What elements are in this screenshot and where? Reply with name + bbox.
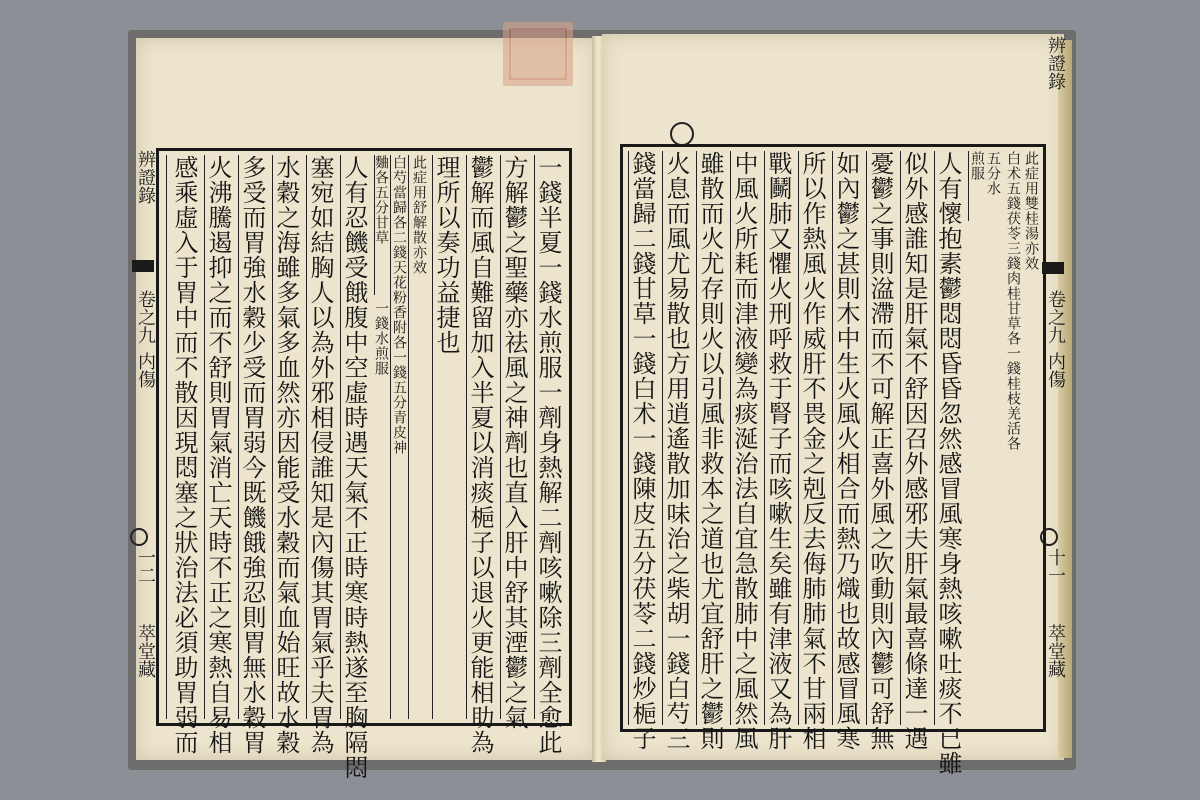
left-page-number: 一二 bbox=[135, 548, 156, 584]
circle-mark bbox=[670, 122, 694, 146]
library-seal-stamp bbox=[503, 22, 573, 86]
circle-mark-left bbox=[130, 528, 148, 546]
right-col-13: 火息而風尤易散也方用逍遙散加味治之柴胡一錢白芍三 bbox=[662, 151, 693, 725]
left-col-5: 此症用舒解散亦效 bbox=[408, 155, 427, 719]
right-col-9: 所以作熱風火作威肝不畏金之剋反去侮肺肺氣不甘兩相 bbox=[798, 151, 829, 725]
left-col-10: 塞宛如結胸人以為外邪相侵誰知是內傷其胃氣乎夫胃為 bbox=[306, 155, 337, 719]
right-col-14: 錢當歸二錢甘草一錢白术一錢陳皮五分茯苓二錢炒梔子 bbox=[628, 151, 659, 725]
right-margin-title: 辨證錄 bbox=[1045, 36, 1066, 90]
left-col-6: 白芍當歸各二錢天花粉香附各一錢五分青皮神 bbox=[390, 155, 407, 719]
right-text-frame bbox=[620, 144, 1046, 776]
left-margin-volume: 卷之九 bbox=[135, 290, 156, 344]
left-col-9: 人有忍饑受餓腹中空虛時遇天氣不正時寒時熱遂至胸隔悶 bbox=[340, 155, 371, 719]
right-col-11: 中風火所耗而津液變為痰涎治法自宜急散肺中之風然風 bbox=[730, 151, 761, 725]
right-col-8: 如內鬱之甚則木中生火風火相合而熱乃熾也故感冒風寒 bbox=[832, 151, 863, 725]
right-col-2: 白术五錢茯苓三錢肉桂甘草各一錢桂枝羌活各 bbox=[1005, 151, 1021, 451]
left-margin-title: 辨證錄 bbox=[135, 150, 156, 204]
right-col-5: 人有懷抱素鬱悶悶昏昏忽然感冒風寒身熱咳嗽吐痰不已雖 bbox=[934, 151, 965, 725]
left-col-8: 一錢水煎服 bbox=[373, 301, 389, 376]
right-page-number: 十一 bbox=[1045, 548, 1066, 584]
right-margin-publisher: 萃堂藏 bbox=[1045, 624, 1066, 678]
left-col-7: 麯各五分甘草 bbox=[374, 155, 389, 295]
right-col-1: 此症用雙桂湯亦效 bbox=[1023, 151, 1039, 271]
right-col-7: 憂鬱之事則湓滯而不可解正喜外風之吹動則內鬱可舒無 bbox=[866, 151, 897, 725]
left-col-2: 方解鬱之聖藥亦祛風之神劑也直入肝中舒其湮鬱之氣 bbox=[500, 155, 531, 719]
right-col-3: 五分水 bbox=[985, 151, 1001, 196]
right-margin-section: 内傷 bbox=[1045, 352, 1066, 388]
left-text-frame bbox=[156, 148, 572, 780]
left-fishtail bbox=[132, 260, 154, 272]
left-col-11: 水穀之海雖多氣多血然亦因能受水穀而氣血始旺故水穀 bbox=[272, 155, 303, 719]
right-margin-volume: 卷之九 bbox=[1045, 290, 1066, 344]
right-col-4: 煎服 bbox=[968, 151, 985, 221]
left-margin-section: 内傷 bbox=[135, 352, 156, 388]
left-margin-publisher: 萃堂藏 bbox=[135, 624, 156, 678]
right-col-6: 似外感誰知是肝氣不舒因召外感邪夫肝氣最喜條達一遇 bbox=[900, 151, 931, 725]
left-col-12: 多受而胃強水穀少受而胃弱今既饑餓強忍則胃無水穀胃 bbox=[238, 155, 269, 719]
left-col-4: 理所以奏功益捷也 bbox=[432, 155, 463, 719]
right-col-12: 雖散而火尤存則火以引風非救本之道也尤宜舒肝之鬱則 bbox=[696, 151, 727, 725]
left-col-1: 一錢半夏一錢水煎服一劑身熱解二劑咳嗽除三劑全愈此 bbox=[534, 155, 565, 719]
left-col-13: 火沸騰遏抑之而不舒則胃氣消亡天時不正之寒熱自易相 bbox=[204, 155, 235, 719]
left-col-14: 感乘虛入于胃中而不散因現悶塞之狀治法必須助胃弱而 bbox=[166, 155, 201, 719]
right-col-10: 戰鬭肺又懼火刑呼救于腎子而咳嗽生矣雖有津液又為肝 bbox=[764, 151, 795, 725]
left-col-3: 鬱解而風自難留加入半夏以消痰梔子以退火更能相助為 bbox=[466, 155, 497, 719]
